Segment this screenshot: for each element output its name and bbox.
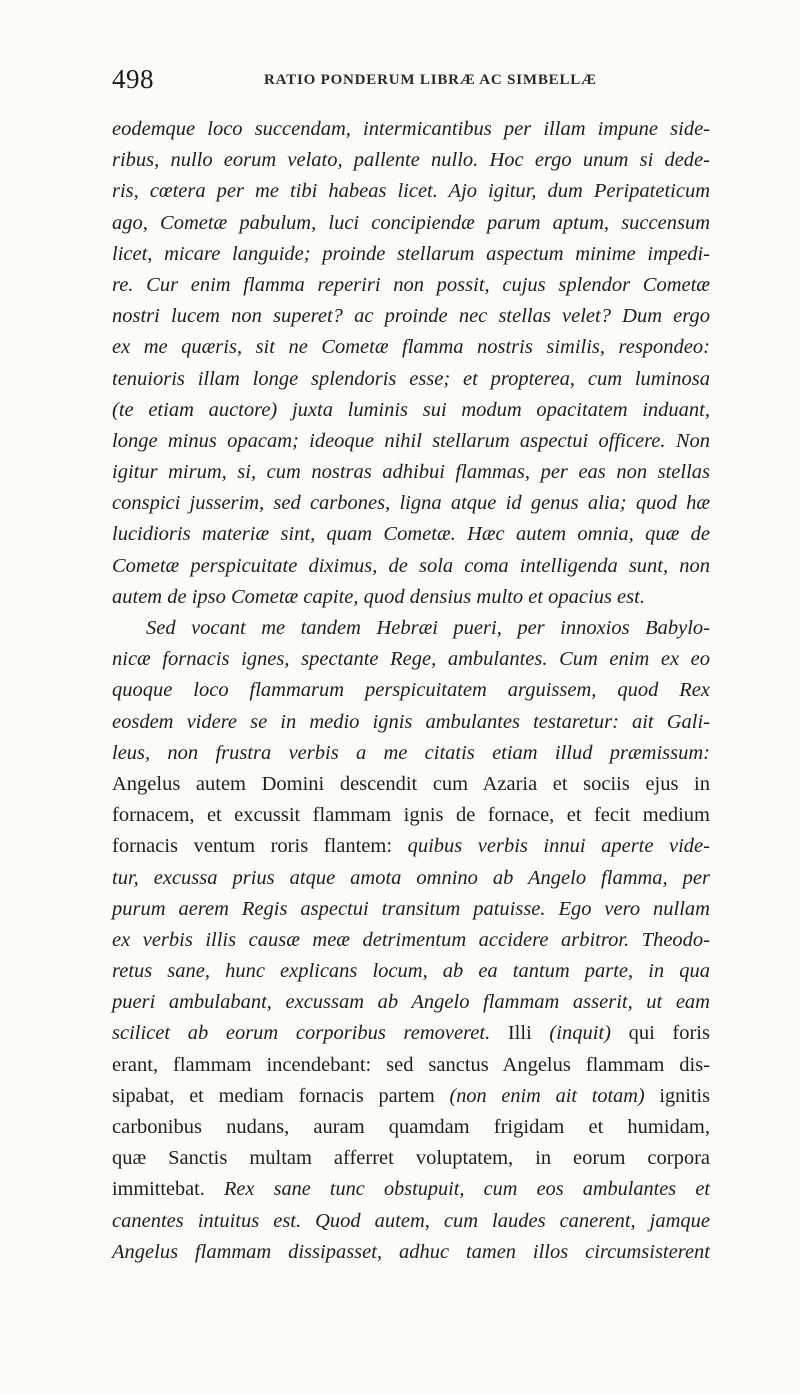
- text-segment: qui foris: [628, 1022, 710, 1045]
- text-segment: lucidioris materiæ sint, quam Cometæ. Hæc autem omnia, quæ de: [112, 523, 710, 546]
- text-line: [112, 270, 710, 301]
- text-segment: pueri ambulabant, excussam ab Angelo flammam asserit, ut eam: [112, 991, 710, 1014]
- text-segment: tenuioris illam longe splendoris esse; et propterea, cum luminosa: [112, 367, 710, 390]
- text-line: [112, 831, 710, 862]
- text-segment: ignitis: [659, 1084, 710, 1107]
- text-segment: (non enim ait totam): [449, 1084, 660, 1107]
- text-segment: nostri lucem non superet? ac proinde nec stellas velet? Dum ergo: [112, 305, 710, 328]
- text-segment: (inquit): [549, 1022, 629, 1045]
- text-segment: tur, excussa prius atque amota omnino ab Angelo flamma, per: [112, 866, 710, 889]
- text-line: [112, 894, 710, 925]
- text-segment: sipabat, et mediam fornacis partem: [112, 1084, 450, 1107]
- text-line: [112, 675, 710, 706]
- text-segment: leus, non frustra verbis a me citatis etiam illud præmissum:: [112, 741, 710, 764]
- text-segment: licet, micare languide; proinde stellarum aspectum minime impedi-: [112, 242, 710, 265]
- text-line: [112, 987, 710, 1018]
- text-segment: Sed vocant me tandem Hebræi pueri, per innoxios Babylo-: [146, 617, 710, 639]
- page-header: [112, 64, 704, 104]
- text-segment: Rex sane tunc obstupuit, cum eos ambulantes et: [224, 1178, 710, 1201]
- text-line: [112, 208, 710, 239]
- text-line: [112, 925, 710, 956]
- text-segment: canentes intuitus est. Quod autem, cum laudes canerent, jamque: [112, 1209, 710, 1232]
- text-line: [112, 1206, 710, 1237]
- text-line: [112, 1174, 710, 1205]
- text-segment: fornacis ventum roris flantem:: [112, 835, 408, 858]
- text-line: [112, 644, 710, 675]
- text-line: [112, 145, 710, 176]
- text-line: [112, 863, 710, 894]
- text-line: [112, 956, 710, 987]
- text-segment: eodemque loco succendam, intermicantibus per illam impune side-: [112, 118, 710, 140]
- text-segment: ago, Cometæ pabulum, luci concipiendæ parum aptum, succensum: [112, 211, 710, 234]
- text-segment: erant, flammam incendebant: sed sanctus Angelus flammam dis-: [112, 1053, 710, 1076]
- text-line: [112, 551, 710, 582]
- text-segment: autem de ipso Cometæ capite, quod densius multo et opacius est.: [112, 585, 645, 608]
- text-segment: ris, cœtera per me tibi habeas licet. Ajo igitur, dum Peripateticum: [112, 180, 710, 203]
- text-line: [112, 488, 710, 519]
- text-line: [112, 239, 710, 270]
- text-line: [112, 582, 710, 613]
- text-segment: (te etiam auctore) juxta luminis sui modum opacitatem induant,: [112, 398, 710, 421]
- text-segment: re. Cur enim flamma reperiri non possit, cujus splendor Cometæ: [112, 273, 710, 296]
- text-segment: Cometæ perspicuitate diximus, de sola coma intelligenda sunt, non: [112, 554, 710, 577]
- text-line: [112, 395, 710, 426]
- text-segment: longe minus opacam; ideoque nihil stellarum aspectui officere. Non: [112, 429, 710, 452]
- text-line: [112, 457, 710, 488]
- text-segment: immittebat.: [112, 1178, 225, 1201]
- text-line: [112, 426, 710, 457]
- text-segment: ex verbis illis causæ meæ detrimentum accidere arbitror. Theodo-: [112, 928, 710, 951]
- body-text: [112, 114, 710, 1268]
- text-line: [112, 769, 710, 800]
- text-line: [112, 332, 710, 363]
- text-segment: carbonibus nudans, auram quamdam frigidam et humidam,: [112, 1116, 710, 1138]
- text-segment: retus sane, hunc explicans locum, ab ea tantum parte, in qua: [112, 960, 710, 983]
- text-line: [112, 707, 710, 738]
- text-segment: scilicet ab eorum corporibus removeret.: [112, 1022, 508, 1045]
- text-line: [112, 1112, 710, 1143]
- text-segment: ex me quæris, sit ne Cometæ flamma nostris similis, respondeo:: [112, 336, 710, 359]
- text-segment: Angelus autem Domini descendit cum Azaria et sociis ejus in: [112, 772, 710, 795]
- text-line: [112, 1081, 710, 1112]
- text-segment: eosdem videre se in medio ignis ambulantes testaretur: ait Gali-: [112, 710, 710, 733]
- text-segment: conspici jusserim, sed carbones, ligna atque id genus alia; quod hæ: [112, 492, 710, 515]
- text-line: [112, 800, 710, 831]
- text-segment: Angelus flammam dissipasset, adhuc tamen illos circumsisterent: [112, 1240, 710, 1263]
- text-segment: quibus verbis innui aperte vide-: [407, 835, 710, 858]
- text-line: [112, 738, 710, 769]
- text-line: [112, 1050, 710, 1081]
- text-segment: ribus, nullo eorum velato, pallente nullo. Hoc ergo unum si dede-: [112, 149, 710, 172]
- text-line: [112, 519, 710, 550]
- text-segment: quæ Sanctis multam afferret voluptatem, in eorum corpora: [112, 1147, 710, 1170]
- text-segment: nicæ fornacis ignes, spectante Rege, ambulantes. Cum enim ex eo: [112, 648, 710, 671]
- text-segment: Illi: [507, 1022, 550, 1045]
- text-line: [112, 364, 710, 395]
- text-line: [112, 1143, 710, 1174]
- text-segment: purum aerem Regis aspectui transitum patuisse. Ego vero nullam: [112, 897, 710, 920]
- text-segment: fornacem, et excussit flammam ignis de fornace, et fecit medium: [112, 804, 710, 827]
- text-line: [112, 1237, 710, 1268]
- text-line: [112, 176, 710, 207]
- text-segment: igitur mirum, si, cum nostras adhibui flammas, per eas non stellas: [112, 461, 710, 484]
- page-number: 498: [112, 64, 154, 94]
- running-title: RATIO PONDERUM LIBRÆ AC SIMBELLÆ: [264, 72, 597, 88]
- text-line: [112, 301, 710, 332]
- text-line: [112, 114, 710, 145]
- text-segment: quoque loco flammarum perspicuitatem arguissem, quod Rex: [112, 679, 710, 702]
- text-line: [112, 613, 710, 644]
- text-line: [112, 1018, 710, 1049]
